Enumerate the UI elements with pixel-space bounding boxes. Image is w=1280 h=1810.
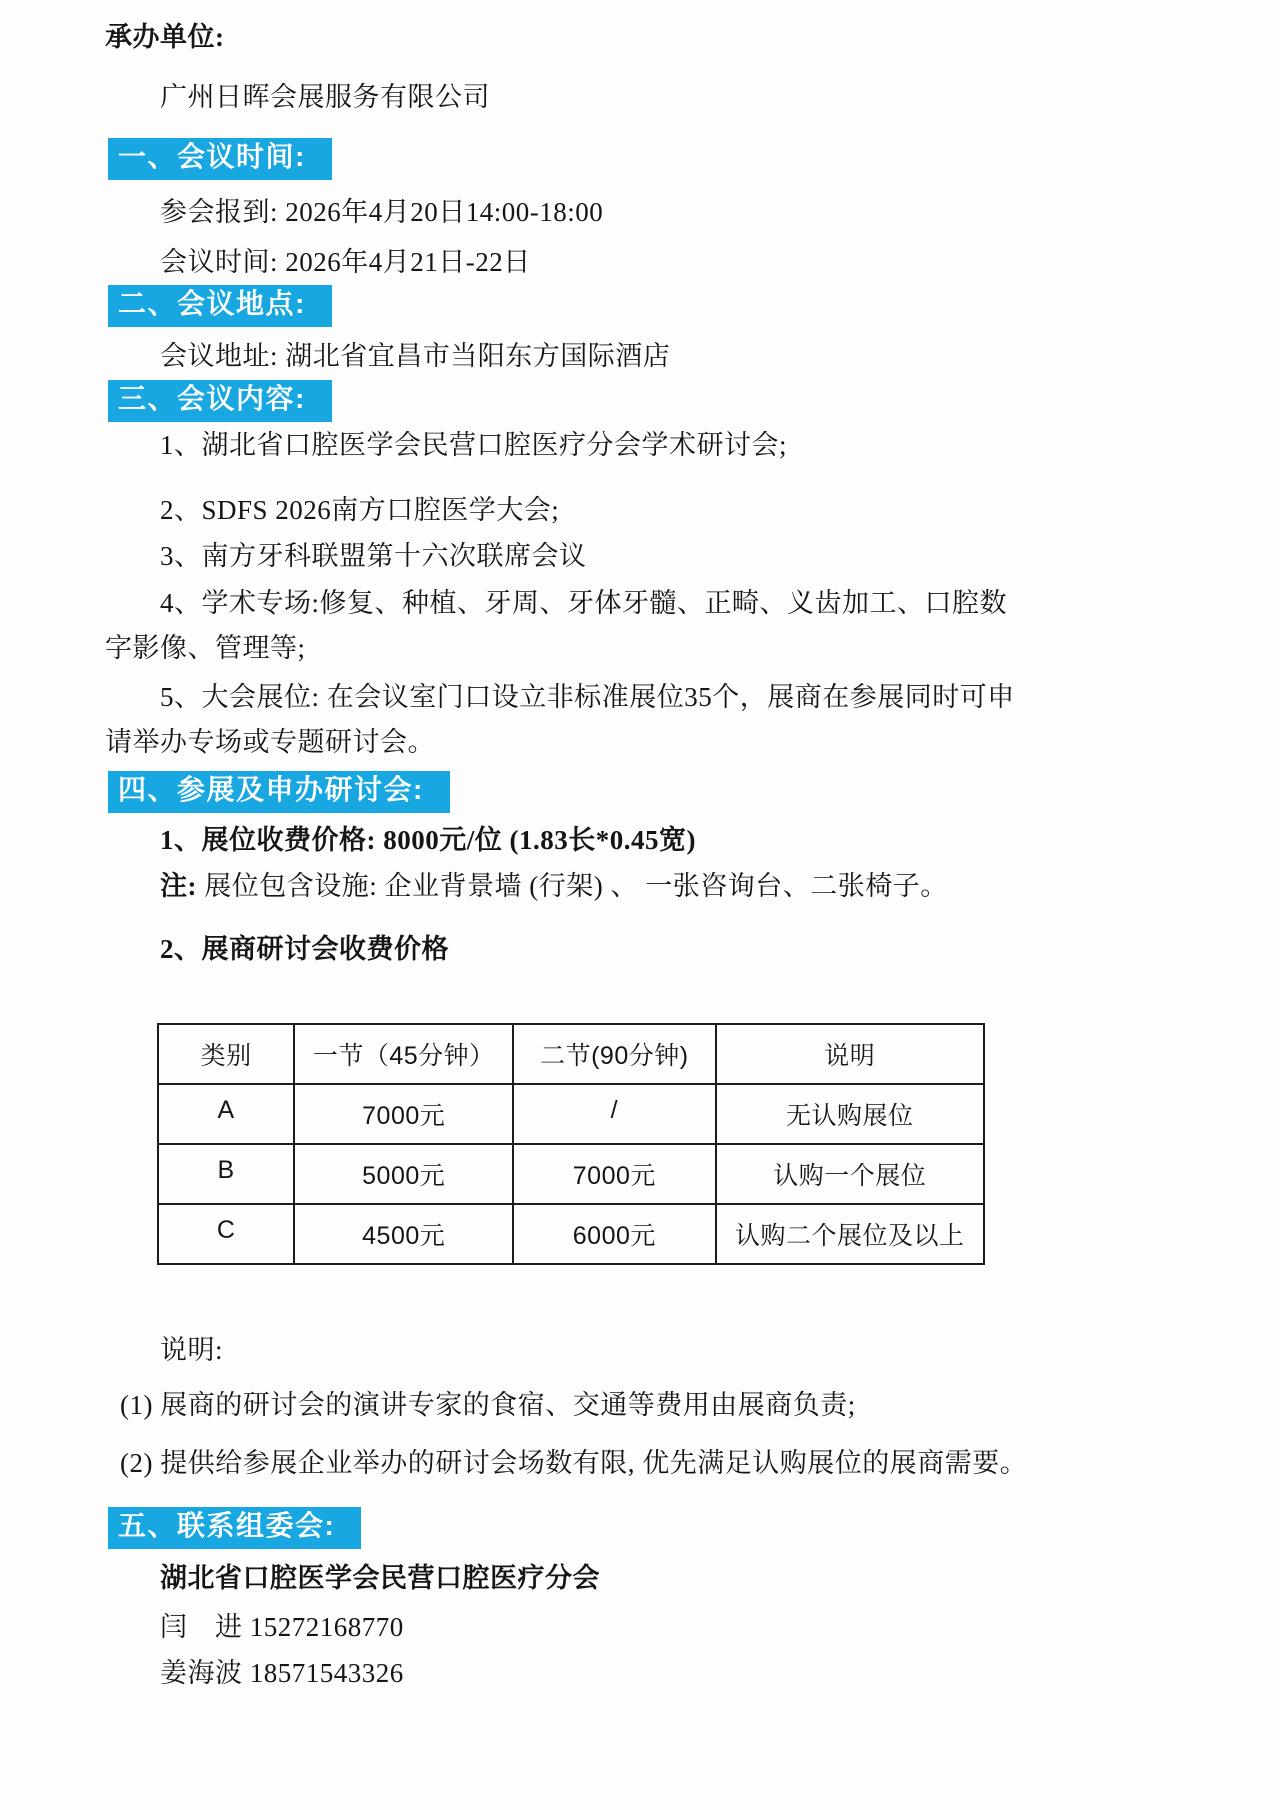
- table-cell: 4500元: [294, 1204, 513, 1264]
- table-header-cell: 类别: [158, 1024, 294, 1084]
- section-2-header: [108, 285, 1185, 327]
- section-1-header: [108, 138, 1185, 180]
- contact-line-1: 闫 进 15272168770: [160, 1612, 404, 1642]
- content-item-1: 1、湖北省口腔医学会民营口腔医疗分会学术研讨会;: [160, 430, 788, 460]
- section-4-header: [108, 771, 1185, 813]
- section-4-title: 四、参展及申办研讨会:: [108, 771, 450, 813]
- section-5-title: 五、联系组委会:: [108, 1507, 361, 1549]
- content-item-3: 3、南方牙科联盟第十六次联席会议: [160, 541, 587, 571]
- notes-title: 说明:: [160, 1335, 224, 1365]
- note-text: 展位包含设施: 企业背景墙 (行架) 、 一张咨询台、二张椅子。: [197, 871, 948, 901]
- organizer-label: 承办单位:: [105, 22, 225, 52]
- meeting-time-line: 会议时间: 2026年4月21日-22日: [160, 247, 531, 277]
- table-row: [158, 1204, 984, 1264]
- table-cell: A: [158, 1084, 294, 1144]
- booth-note-line: [105, 863, 1185, 909]
- table-cell: C: [158, 1204, 294, 1264]
- table-row: [158, 1084, 984, 1144]
- booth-price-line: 1、展位收费价格: 8000元/位 (1.83长*0.45宽): [160, 825, 696, 855]
- table-cell: 无认购展位: [716, 1084, 984, 1144]
- content-item-2: 2、SDFS 2026南方口腔医学大会;: [160, 495, 560, 525]
- table-row: [158, 1144, 984, 1204]
- section-3-header: [108, 380, 1185, 422]
- table-cell: 认购二个展位及以上: [716, 1204, 984, 1264]
- table-header-cell: 二节(90分钟): [513, 1024, 715, 1084]
- organizer-name: 广州日晖会展服务有限公司: [160, 82, 490, 112]
- table-cell: /: [513, 1084, 715, 1144]
- seminar-price-table: [157, 1023, 985, 1265]
- meeting-address-line: 会议地址: 湖北省宜昌市当阳东方国际酒店: [160, 341, 671, 371]
- table-header-row: [158, 1024, 984, 1084]
- notes-item-2: (2) 提供给参展企业举办的研讨会场数有限, 优先满足认购展位的展商需要。: [120, 1448, 1028, 1478]
- committee-org-name: 湖北省口腔医学会民营口腔医疗分会: [160, 1563, 600, 1593]
- note-label: 注:: [160, 871, 197, 901]
- table-cell: 6000元: [513, 1204, 715, 1264]
- section-2-title: 二、会议地点:: [108, 285, 332, 327]
- table-cell: B: [158, 1144, 294, 1204]
- content-item-5: 5、大会展位: 在会议室门口设立非标准展位35个，展商在参展同时可申请举办专场或专题研讨会。: [105, 682, 1015, 757]
- registration-time-line: 参会报到: 2026年4月20日14:00-18:00: [160, 197, 604, 227]
- notes-item-1: (1) 展商的研讨会的演讲专家的食宿、交通等费用由展商负责;: [120, 1390, 856, 1420]
- table-header-cell: 说明: [716, 1024, 984, 1084]
- contact-line-2: 姜海波 18571543326: [160, 1658, 404, 1688]
- section-5-header: [108, 1507, 1185, 1549]
- section-3-title: 三、会议内容:: [108, 380, 332, 422]
- table-cell: 7000元: [513, 1144, 715, 1204]
- section-1-title: 一、会议时间:: [108, 138, 332, 180]
- table-cell: 5000元: [294, 1144, 513, 1204]
- table-cell: 认购一个展位: [716, 1144, 984, 1204]
- seminar-price-heading: 2、展商研讨会收费价格: [160, 934, 449, 964]
- table-cell: 7000元: [294, 1084, 513, 1144]
- content-item-4: 4、学术专场:修复、种植、牙周、牙体牙髓、正畸、义齿加工、口腔数字影像、管理等;: [105, 588, 1008, 663]
- table-header-cell: 一节（45分钟）: [294, 1024, 513, 1084]
